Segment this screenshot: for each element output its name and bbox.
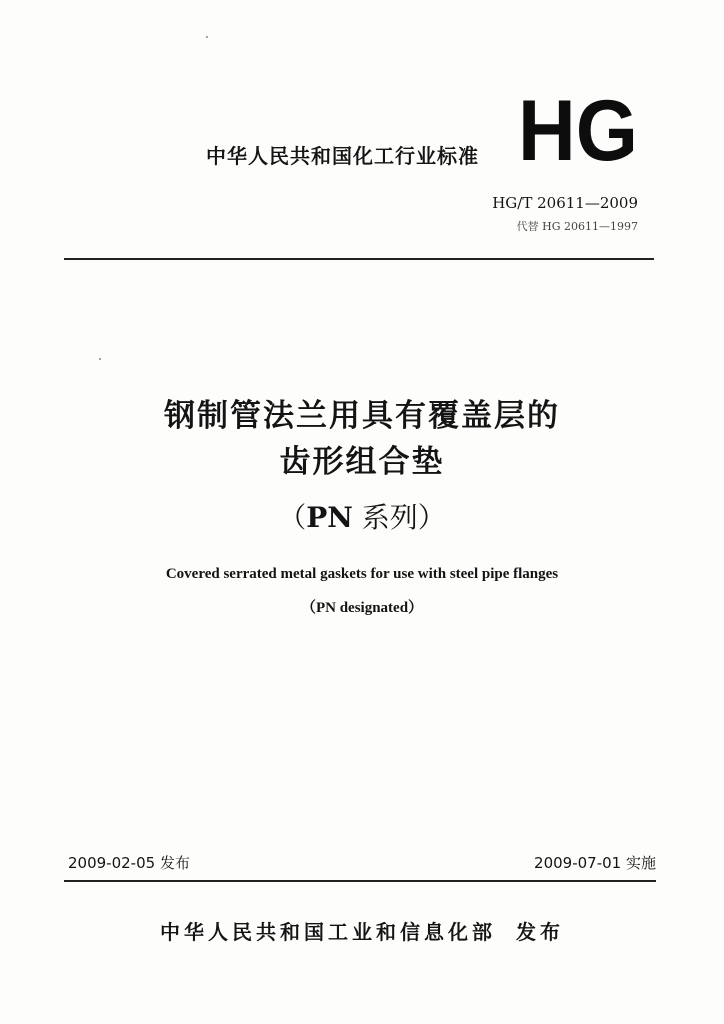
standard-category: 中华人民共和国化工行业标准 [206,144,479,168]
pn-label: PN [306,501,353,534]
publish-verb: 发布 [516,920,564,944]
english-subtitle: （PN designated） [300,600,424,616]
series-label: 系列 [352,501,418,534]
paren-open: （ [278,501,307,534]
replaces-standard: 代替 HG 20611—1997 [516,220,638,233]
standard-number: HG/T 20611—2009 [492,194,638,212]
hg-logo [516,92,640,166]
header-rule [64,258,654,260]
publisher-line [0,916,724,945]
title-line-3 [0,496,724,536]
issue-date: 2009-02-05 发布 [68,854,190,872]
implementation-date: 2009-07-01 实施 [534,854,656,872]
scan-speck [99,358,101,360]
scan-speck [206,36,208,38]
title-line-1: 钢制管法兰用具有覆盖层的 [164,398,560,434]
english-title: Covered serrated metal gaskets for use with steel pipe flanges [165,566,559,582]
paren-close: ） [417,501,446,534]
title-line-2: 齿形组合垫 [279,444,445,480]
svg-text:HG: HG [518,92,638,166]
footer-rule [64,880,656,882]
publisher-name: 中华人民共和国工业和信息化部 [160,920,496,944]
